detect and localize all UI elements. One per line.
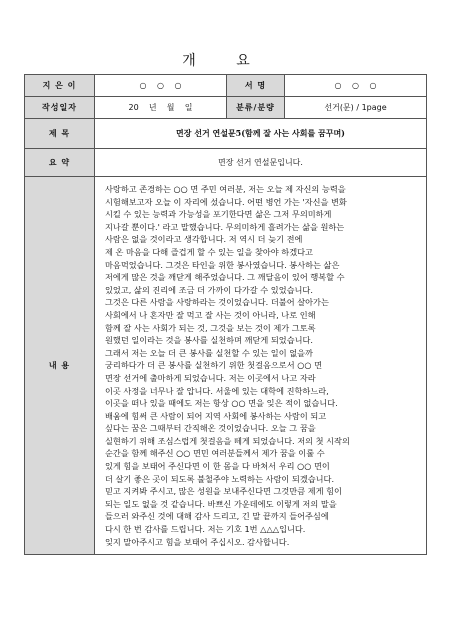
content-line: 있었고, 삶의 진리에 조금 더 가까이 다가갈 수 있었습니다.	[105, 284, 313, 295]
summary-table	[24, 74, 427, 555]
content-body	[95, 177, 426, 554]
content-line: 원했던 일이라는 것을 봉사를 실천하며 깨닫게 되었습니다.	[105, 335, 314, 346]
document-title: 개 요	[182, 53, 268, 69]
content-line: 이곳을 떠나 있을 때에도 저는 항상 ○○ 면을 잊은 적이 없습니다.	[105, 398, 338, 409]
subject-value: 면장 선거 연설문5(함께 잘 사는 사회를 꿈꾸며)	[95, 119, 427, 149]
category-label: 분류/분량	[227, 97, 285, 119]
date-row	[25, 97, 427, 119]
content-line: 믿고 지켜봐 주시고, 많은 성원을 보내주신다면 그것만큼 제게 힘이	[105, 486, 342, 497]
content-line: 그래서 저는 오늘 더 큰 봉사를 실천할 수 있는 일이 없을까	[105, 347, 313, 358]
subject-label: 제 목	[25, 119, 95, 149]
content-line: 실현하기 위해 조심스럽게 첫걸음을 떼게 되었습니다. 저의 첫 시작의	[105, 435, 350, 446]
content-line: 순간을 함께 해주신 ○○ 면민 여러분들께서 제가 꿈을 이룰 수	[105, 448, 325, 459]
date-value: 20 년 월 일	[95, 97, 227, 119]
category-value: 선거(문) / 1page	[285, 97, 427, 119]
content-line: 마음먹었습니다. 그것은 타인을 위한 봉사였습니다. 봉사하는 삶은	[105, 259, 340, 270]
content-line: 사랑하고 존경하는 ○○ 면 주민 여러분, 저는 오늘 제 자신의 능력을	[105, 184, 346, 194]
content-line: 시험해보고자 오늘 이 자리에 섰습니다. 어떤 병언 가는 '자신을 변화	[105, 196, 347, 207]
content-line: 함께 잘 사는 사회가 되는 것, 그것을 보는 것이 제가 그토록	[105, 322, 316, 333]
content-line: 이곳 사정을 너무나 잘 압니다. 서울에 있는 대학에 진학하느라,	[105, 385, 329, 396]
reviewer-value: ○ ○ ○	[285, 75, 427, 97]
content-line: 잊지 말아주시고 힘을 보태어 주십시오. 감사합니다.	[105, 536, 290, 547]
summary-row	[25, 149, 427, 177]
subject-row	[25, 119, 427, 149]
content-line: 궁리하다가 더 큰 봉사를 실천하기 위한 첫걸음으로서 ○○ 면	[105, 360, 323, 371]
content-line: 제 온 마음을 다해 즐겁게 할 수 있는 일을 찾아야 하겠다고	[105, 246, 313, 257]
content-line: 면장 선거에 출마하게 되었습니다. 저는 이곳에서 나고 자라	[105, 372, 316, 383]
content-line: 사회에서 나 혼자만 잘 먹고 잘 사는 것이 아니라, 나로 인해	[105, 309, 316, 320]
content-line: 시킬 수 있는 능력과 가능성을 포기한다면 삶은 그저 무의미하게	[105, 209, 332, 220]
summary-value: 면장 선거 연설문입니다.	[95, 149, 427, 177]
content-line: 배움에 힘써 큰 사람이 되어 지역 사회에 봉사하는 사람이 되고	[105, 410, 327, 421]
author-label: 지 은 이	[25, 75, 95, 97]
content-line: 싶다는 꿈은 그때부터 간직해온 것이었습니다. 오늘 그 꿈을	[105, 423, 316, 434]
content-line: 되는 일도 없을 것 같습니다. 바쁘신 가운데에도 이렇게 저의 말을	[105, 498, 337, 509]
date-label: 작성일자	[25, 97, 95, 119]
content-line: 더 살기 좋은 곳이 되도록 불철주야 노력하는 사람이 되겠습니다.	[105, 473, 335, 484]
content-line: 있게 힘을 보태어 주신다면 이 한 몸을 다 바쳐서 우리 ○○ 면이	[105, 461, 330, 472]
author-value: ○ ○ ○	[95, 75, 227, 97]
content-line: 지나갈 뿐이다.' 라고 말했습니다. 무의미하게 흘려가는 삶을 원하는	[105, 221, 345, 232]
content-line: 그것은 다른 사람을 사랑하라는 것이었습니다. 더불어 살아가는	[105, 297, 329, 308]
content-line: 다시 한 번 감사를 드립니다. 저는 기호 1번 △△△입니다.	[105, 524, 306, 535]
content-row	[25, 177, 427, 555]
content-line: 저에게 많은 것을 깨닫게 해주었습니다. 그 깨달음이 있어 행복할 수	[105, 272, 345, 283]
content-label: 내 용	[25, 177, 95, 555]
content-line: 사람은 없을 것이라고 생각합니다. 저 역시 더 늦기 전에	[105, 234, 303, 245]
summary-label: 요 약	[25, 149, 95, 177]
author-row	[25, 75, 427, 97]
content-cell	[95, 177, 427, 555]
reviewer-label: 서 명	[227, 75, 285, 97]
content-line: 들으러 와주신 것에 대해 감사 드리고, 긴 말 끝까지 들어주심에	[105, 511, 329, 522]
